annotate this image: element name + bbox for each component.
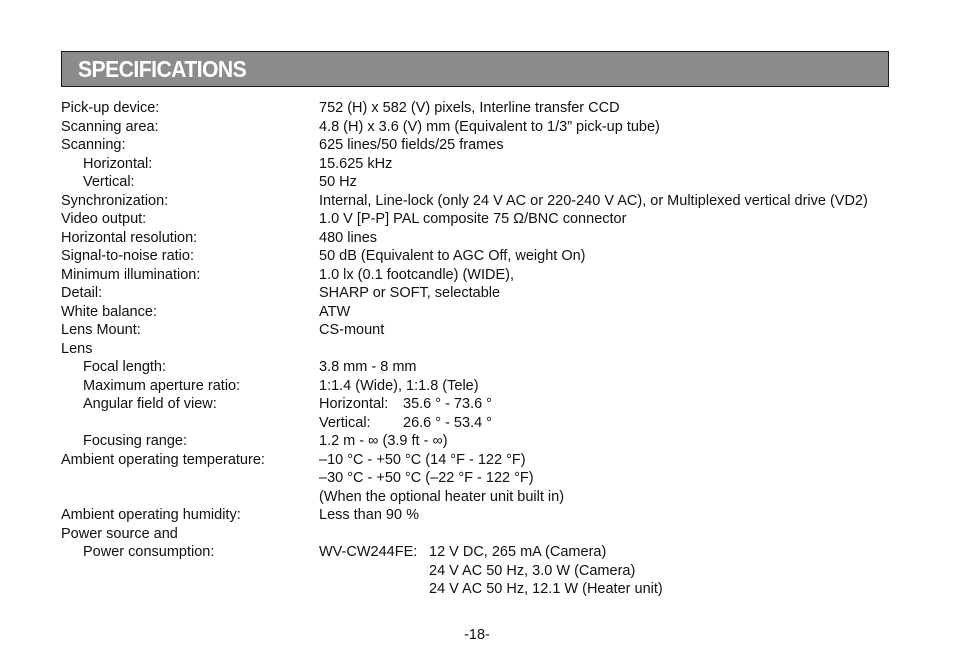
spec-value: Internal, Line-lock (only 24 V AC or 220-240 V AC), or Multiplexed vertical drive (VD2) — [319, 192, 868, 209]
spec-label: Power consumption: — [83, 544, 215, 560]
spec-value: –10 °C - +50 °C (14 °F - 122 °F) — [319, 451, 526, 468]
spec-row-ambient-temperature — [61, 451, 891, 507]
spec-label: Horizontal resolution: — [61, 229, 198, 246]
spec-label: White balance: — [61, 303, 157, 320]
spec-row-video-output — [61, 210, 891, 229]
spec-label: Pick-up device: — [61, 100, 160, 116]
spec-label: Lens — [61, 340, 93, 357]
spec-value: 1.0 lx (0.1 footcandle) (WIDE), — [319, 266, 515, 283]
spec-value: 12 V DC, 265 mA (Camera) — [429, 544, 607, 560]
spec-label: Power source and — [61, 525, 178, 542]
spec-value: ATW — [319, 303, 351, 320]
spec-row-scanning — [61, 136, 891, 155]
spec-value: 50 dB (Equivalent to AGC Off, weight On) — [319, 248, 586, 264]
spec-value: 35.6 ° - 73.6 ° — [403, 396, 492, 412]
spec-row-detail — [61, 284, 891, 303]
spec-row-scanning-area — [61, 118, 891, 137]
section-header — [61, 51, 889, 87]
spec-row-ambient-humidity — [61, 506, 891, 525]
spec-label: Scanning area: — [61, 118, 159, 135]
spec-row-angular-fov — [61, 395, 891, 432]
spec-row-focusing-range — [61, 432, 891, 451]
spec-row-synchronization — [61, 192, 891, 211]
spec-label: Video output: — [61, 211, 147, 227]
spec-label: Focal length: — [83, 359, 167, 375]
spec-row-horizontal — [61, 155, 891, 174]
spec-value: 24 V AC 50 Hz, 12.1 W (Heater unit) — [429, 581, 663, 597]
spec-label: Ambient operating temperature: — [61, 451, 265, 468]
spec-value: 1.2 m - ∞ (3.9 ft - ∞) — [319, 433, 448, 449]
spec-row-white-balance — [61, 303, 891, 322]
spec-row-snr — [61, 247, 891, 266]
spec-row-horizontal-resolution — [61, 229, 891, 248]
page-number: -18- — [464, 627, 490, 643]
spec-value: 3.8 mm - 8 mm — [319, 359, 417, 375]
spec-row-minimum-illumination — [61, 266, 891, 285]
spec-value: 24 V AC 50 Hz, 3.0 W (Camera) — [429, 562, 636, 579]
spec-value: CS-mount — [319, 322, 385, 338]
spec-label: Ambient operating humidity: — [61, 507, 241, 523]
spec-value: 1.0 V [P-P] PAL composite 75 Ω/BNC connector — [319, 211, 627, 227]
spec-label: Scanning: — [61, 137, 126, 153]
spec-value: 50 Hz — [319, 174, 357, 190]
specifications-list — [61, 99, 891, 599]
spec-value: 752 (H) x 582 (V) pixels, Interline transfer CCD — [319, 100, 620, 116]
spec-label: Angular field of view: — [83, 396, 217, 412]
spec-value: –30 °C - +50 °C (–22 °F - 122 °F) — [319, 470, 534, 486]
spec-label: Detail: — [61, 285, 103, 301]
spec-value: (When the optional heater unit built in) — [319, 488, 565, 505]
spec-row-vertical — [61, 173, 891, 192]
spec-label: Signal-to-noise ratio: — [61, 248, 194, 264]
spec-value: Less than 90 % — [319, 507, 419, 523]
spec-value: 1:1.4 (Wide), 1:1.8 (Tele) — [319, 377, 479, 394]
spec-label: Vertical: — [83, 174, 135, 190]
spec-label: Horizontal: — [83, 155, 153, 172]
spec-row-focal-length — [61, 358, 891, 377]
spec-subkey: Vertical: — [319, 414, 371, 431]
spec-row-lens-mount — [61, 321, 891, 340]
spec-model: WV-CW244FE: — [319, 544, 418, 560]
spec-label: Maximum aperture ratio: — [83, 377, 241, 394]
spec-value: 26.6 ° - 53.4 ° — [403, 414, 492, 431]
spec-value: SHARP or SOFT, selectable — [319, 285, 501, 301]
spec-label: Minimum illumination: — [61, 266, 201, 283]
spec-value: 15.625 kHz — [319, 155, 393, 172]
spec-row-lens — [61, 340, 891, 359]
spec-value: 4.8 (H) x 3.6 (V) mm (Equivalent to 1/3” pick-up tube) — [319, 118, 660, 135]
spec-row-power-consumption — [61, 543, 891, 599]
spec-value: 480 lines — [319, 229, 378, 246]
spec-row-pickup-device — [61, 99, 891, 118]
page-title: SPECIFICATIONS — [78, 56, 247, 82]
spec-subkey: Horizontal: — [319, 396, 389, 412]
spec-row-max-aperture — [61, 377, 891, 396]
spec-label: Focusing range: — [83, 433, 187, 449]
spec-value: 625 lines/50 fields/25 frames — [319, 137, 504, 153]
spec-label: Lens Mount: — [61, 322, 141, 338]
spec-row-power-source — [61, 525, 891, 544]
spec-label: Synchronization: — [61, 192, 169, 209]
